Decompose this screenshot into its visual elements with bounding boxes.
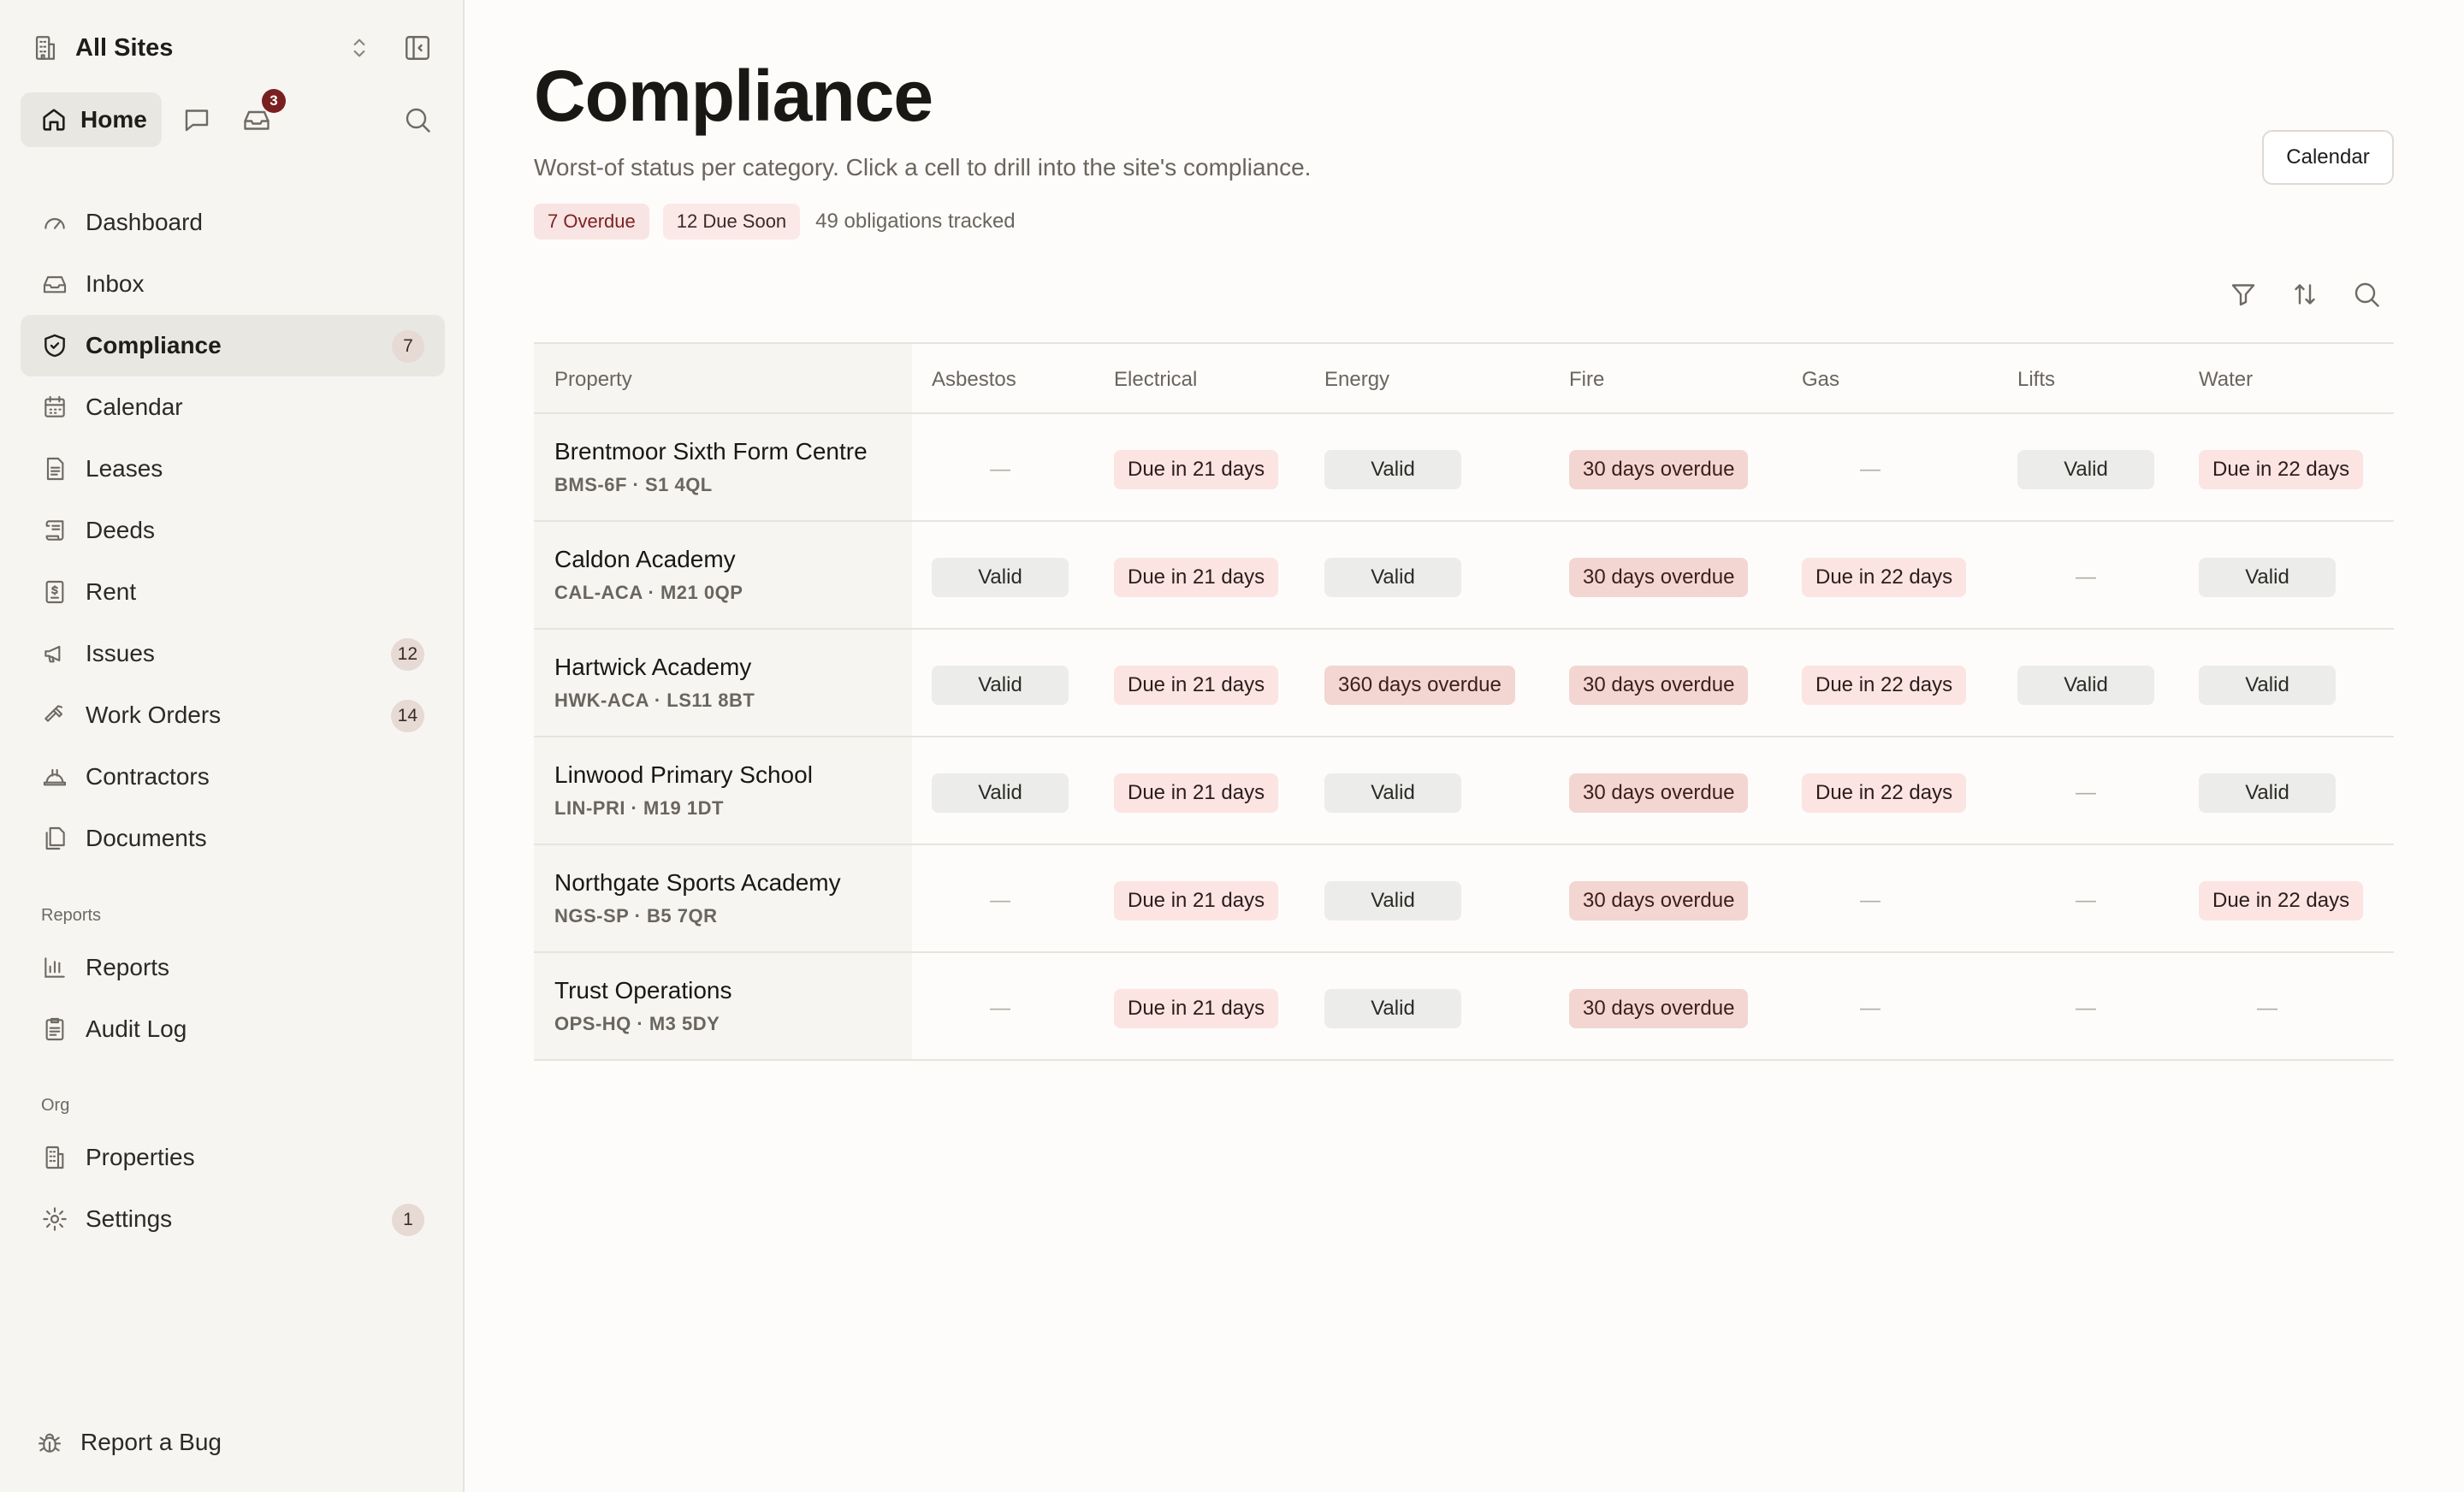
count-badge: 7 [392,330,424,363]
status-cell-gas[interactable] [1802,666,1966,703]
status-cell-energy[interactable] [1324,773,1461,811]
org-section-label: Org [41,1096,70,1115]
calendar-icon [41,394,68,421]
report-bug-label: Report a Bug [80,1429,222,1455]
status-pill: Due in 22 days [1802,558,1966,597]
compliance-grid [534,342,2394,1061]
empty-status: — [1860,889,1881,912]
column-header-lifts[interactable]: Lifts [2017,368,2056,391]
status-cell-lifts[interactable] [2017,773,2154,811]
status-pill: 360 days overdue [1324,666,1515,705]
status-pill: 30 days overdue [1569,666,1748,705]
nav-item-inbox[interactable] [21,253,445,315]
property-code: LIN-PRI · M19 1DT [554,797,724,819]
column-header-fire[interactable]: Fire [1569,368,1605,391]
nav-label: Audit Log [86,1015,187,1042]
empty-status: — [990,997,1010,1020]
property-name: Caldon Academy [554,546,736,572]
status-pill: Due in 22 days [2199,450,2363,489]
report-bug-link[interactable] [36,1429,222,1456]
site-switcher-label: All Sites [75,33,174,62]
empty-status: — [2076,889,2096,912]
table-row [534,953,2394,1061]
property-name: Hartwick Academy [554,654,752,680]
status-cell-gas[interactable] [1802,989,1939,1027]
bar-chart-icon [41,954,68,981]
column-header-water[interactable]: Water [2199,368,2254,391]
nav-label: Documents [86,825,207,851]
nav-item-audit-log[interactable] [21,998,445,1060]
property-code: HWK-ACA · LS11 8BT [554,690,755,711]
nav-label: Dashboard [86,209,203,235]
sidebar [0,0,465,1492]
status-pill: Valid [932,558,1069,597]
status-cell-water[interactable] [2199,773,2336,811]
bug-icon [36,1429,63,1456]
status-pill: Valid [932,773,1069,813]
calendar-button[interactable]: Calendar [2262,130,2394,185]
status-pill: Valid [1324,989,1461,1028]
property-cell[interactable] [534,630,912,736]
empty-status: — [990,458,1010,481]
status-cell-asbestos[interactable] [932,773,1069,811]
property-cell[interactable] [534,953,912,1059]
status-cell-fire[interactable] [1569,558,1748,595]
filter-icon[interactable] [2228,279,2259,310]
inbox-icon [41,270,68,298]
status-cell-asbestos[interactable] [932,558,1069,595]
status-cell-electrical[interactable] [1114,989,1278,1027]
property-name: Northgate Sports Academy [554,869,841,896]
status-cell-fire[interactable] [1569,773,1748,811]
nav-item-properties[interactable] [21,1127,445,1188]
nav-label: Contractors [86,763,210,790]
status-pill: Valid [2017,450,2154,489]
shield-check-icon [41,332,68,359]
status-cell-lifts[interactable] [2017,450,2154,488]
nav-label: Issues [86,640,155,666]
status-cell-electrical[interactable] [1114,773,1278,811]
status-pill: 30 days overdue [1569,989,1748,1028]
property-code: OPS-HQ · M3 5DY [554,1013,720,1034]
building-icon [41,1144,68,1171]
nav-item-work-orders[interactable] [21,684,445,746]
status-cell-gas[interactable] [1802,558,1966,595]
nav-label: Inbox [86,270,145,297]
empty-status: — [1860,997,1881,1020]
table-search-icon[interactable] [2351,279,2382,310]
status-cell-electrical[interactable] [1114,666,1278,703]
nav-label: Work Orders [86,702,222,728]
status-cell-energy[interactable] [1324,989,1461,1027]
site-switcher[interactable] [31,29,438,67]
obligations-tracked: 49 obligations tracked [815,210,1016,233]
hammer-icon [41,702,68,729]
status-cell-water[interactable] [2199,666,2336,703]
status-cell-gas[interactable] [1802,773,1966,811]
status-cell-electrical[interactable] [1114,881,1278,919]
chevron-up-down-icon[interactable] [346,34,373,62]
empty-status: — [990,889,1010,912]
nav-label: Compliance [86,332,222,358]
column-header-electrical[interactable]: Electrical [1114,368,1198,391]
sort-icon[interactable] [2289,279,2320,310]
count-badge: 12 [391,638,424,671]
status-cell-electrical[interactable] [1114,558,1278,595]
status-cell-asbestos[interactable] [932,450,1069,488]
status-cell-asbestos[interactable] [932,989,1069,1027]
nav-item-rent[interactable] [21,561,445,623]
property-name: Trust Operations [554,977,732,1004]
nav-label: Rent [86,578,137,605]
status-cell-fire[interactable] [1569,989,1748,1027]
nav-item-compliance[interactable] [21,315,445,376]
nav-item-documents[interactable] [21,808,445,869]
table-row [534,522,2394,630]
empty-status: — [2076,565,2096,589]
due-soon-chip[interactable]: 12 Due Soon [663,204,800,240]
status-cell-water[interactable] [2199,450,2363,488]
home-button[interactable] [21,92,162,147]
status-cell-water[interactable] [2199,558,2336,595]
search-icon[interactable] [402,104,433,135]
table-row [534,414,2394,522]
property-name: Linwood Primary School [554,761,813,788]
property-cell[interactable] [534,522,912,628]
status-cell-energy[interactable] [1324,450,1461,488]
hard-hat-icon [41,763,68,790]
nav-item-settings[interactable] [21,1188,445,1250]
status-pill: Valid [2199,773,2336,813]
status-pill: Due in 21 days [1114,881,1278,921]
nav-item-issues[interactable] [21,623,445,684]
files-icon [41,825,68,852]
property-cell[interactable] [534,737,912,844]
page-title: Compliance [534,56,933,136]
table-body [534,414,2394,1061]
gauge-icon [41,209,68,236]
status-cell-energy[interactable] [1324,666,1515,703]
status-pill: Due in 21 days [1114,450,1278,489]
status-pill: Due in 21 days [1114,773,1278,813]
nav-label: Leases [86,455,163,482]
clipboard-icon [41,1015,68,1043]
status-cell-water[interactable] [2199,989,2336,1027]
property-code: NGS-SP · B5 7QR [554,905,718,927]
nav-item-leases[interactable] [21,438,445,500]
table-row [534,845,2394,953]
nav-item-contractors[interactable] [21,746,445,808]
nav-label: Calendar [86,394,183,420]
property-name: Brentmoor Sixth Form Centre [554,438,868,465]
status-cell-asbestos[interactable] [932,881,1069,919]
status-pill: Due in 22 days [2199,881,2363,921]
org-nav [21,1127,445,1250]
status-cell-fire[interactable] [1569,881,1748,919]
status-cell-lifts[interactable] [2017,989,2154,1027]
status-pill: Due in 21 days [1114,558,1278,597]
table-header [534,342,2394,414]
status-pill: Due in 22 days [1802,773,1966,813]
top-actions [21,92,441,147]
status-pill: Valid [2199,558,2336,597]
status-pill: Valid [1324,558,1461,597]
megaphone-icon [41,640,68,667]
status-pill: Due in 21 days [1114,666,1278,705]
status-pill: 30 days overdue [1569,881,1748,921]
nav-item-reports[interactable] [21,937,445,998]
status-cell-gas[interactable] [1802,881,1939,919]
status-cell-lifts[interactable] [2017,666,2154,703]
empty-status: — [2076,781,2096,804]
status-pill: Valid [932,666,1069,705]
status-pill: 30 days overdue [1569,450,1748,489]
status-cell-electrical[interactable] [1114,450,1278,488]
chat-icon[interactable] [181,104,212,135]
document-icon [41,455,68,483]
reports-section-label: Reports [41,906,102,925]
reports-nav [21,937,445,1060]
property-cell[interactable] [534,845,912,951]
overdue-chip[interactable]: 7 Overdue [534,204,649,240]
status-cell-lifts[interactable] [2017,558,2154,595]
nav-label: Settings [86,1205,173,1232]
status-pill: Valid [2017,666,2154,705]
count-badge: 1 [392,1204,424,1236]
status-cell-gas[interactable] [1802,450,1939,488]
count-badge: 14 [391,700,424,732]
status-cell-fire[interactable] [1569,450,1748,488]
status-pill: Valid [1324,773,1461,813]
status-cell-water[interactable] [2199,881,2363,919]
status-cell-asbestos[interactable] [932,666,1069,703]
empty-status: — [2076,997,2096,1020]
property-cell[interactable] [534,414,912,520]
gear-icon [41,1205,68,1233]
nav-item-calendar[interactable] [21,376,445,438]
nav-label: Properties [86,1144,195,1170]
property-code: CAL-ACA · M21 0QP [554,582,743,603]
page-subtitle: Worst-of status per category. Click a cell to drill into the site's compliance. [534,154,1312,181]
status-pill: Due in 22 days [1802,666,1966,705]
status-pill: 30 days overdue [1569,558,1748,597]
nav-item-deeds[interactable] [21,500,445,561]
building-icon [31,33,60,62]
empty-status: — [2257,997,2277,1020]
status-pill: Valid [1324,881,1461,921]
status-cell-lifts[interactable] [2017,881,2154,919]
dollar-receipt-icon [41,578,68,606]
status-cell-energy[interactable] [1324,881,1461,919]
scroll-icon [41,517,68,544]
status-pill: Valid [1324,450,1461,489]
inbox-count-badge: 3 [262,89,286,113]
summary-chips [534,204,1016,240]
collapse-sidebar-icon[interactable] [402,33,433,63]
status-cell-fire[interactable] [1569,666,1748,703]
column-header-gas[interactable]: Gas [1802,368,1840,391]
property-code: BMS-6F · S1 4QL [554,474,713,495]
column-header-energy[interactable]: Energy [1324,368,1390,391]
status-cell-energy[interactable] [1324,558,1461,595]
table-row [534,630,2394,737]
table-row [534,737,2394,845]
status-pill: Due in 21 days [1114,989,1278,1028]
column-header-asbestos[interactable]: Asbestos [932,368,1016,391]
status-pill: Valid [2199,666,2336,705]
home-icon [39,105,68,134]
main-nav [21,192,445,869]
nav-label: Reports [86,954,170,980]
status-pill: 30 days overdue [1569,773,1748,813]
home-label: Home [80,106,147,133]
column-header-property[interactable]: Property [554,368,632,391]
empty-status: — [1860,458,1881,481]
nav-item-dashboard[interactable] [21,192,445,253]
nav-label: Deeds [86,517,155,543]
